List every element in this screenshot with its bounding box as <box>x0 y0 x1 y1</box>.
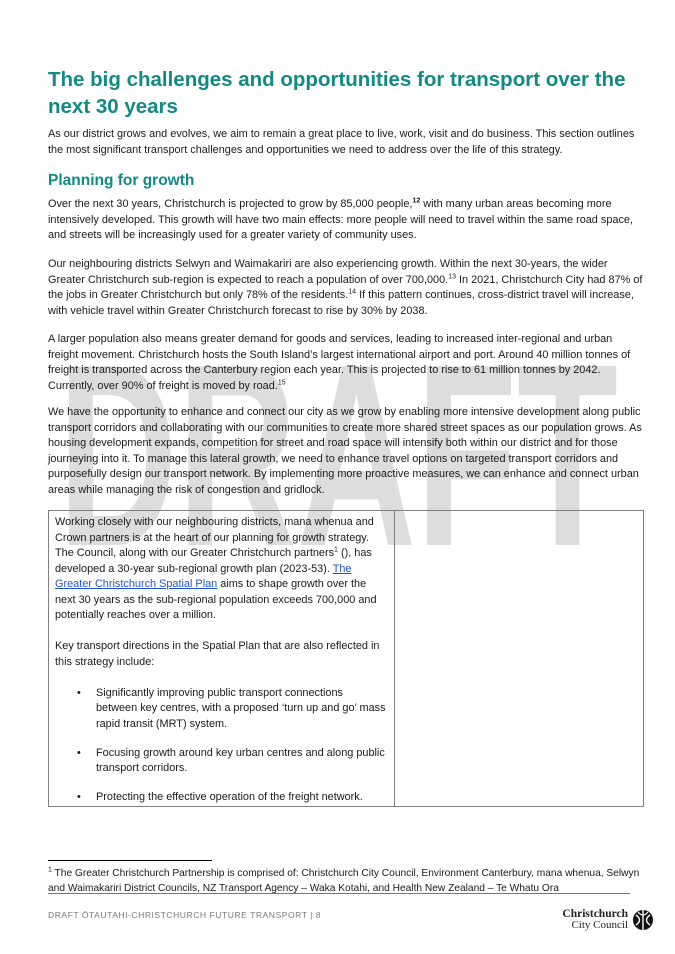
transport-directions-list <box>55 686 387 806</box>
para2-text-c: If this pattern continues, cross-district travel will increase, with vehicle travel within Greater Christchurch forecast to rise by 30% by 2038. <box>48 289 634 317</box>
growth-paragraph-2 <box>48 257 643 319</box>
footer-rule <box>48 893 630 894</box>
callout-paragraph-1 <box>55 515 387 624</box>
bullet-icon: • <box>77 746 81 759</box>
bullet-icon: • <box>77 686 81 699</box>
page-title: The big challenges and opportunities for transport over the next 30 years <box>48 68 626 118</box>
growth-paragraph-3 <box>48 332 643 394</box>
list-item <box>55 790 387 806</box>
footnote <box>48 867 643 896</box>
list-item-text: Protecting the effective operation of the freight network. <box>96 791 363 803</box>
draft-watermark-text: DRAFT <box>58 355 618 565</box>
callout-paragraph-2: Key transport directions in the Spatial Plan that are also reflected in this strategy include: <box>55 640 380 668</box>
footnote-ref-15[interactable]: 15 <box>277 379 286 387</box>
bullet-icon: • <box>77 791 81 803</box>
footnote-ref-13[interactable]: 13 <box>448 272 456 280</box>
para3-text: A larger population also means greater demand for goods and services, leading to increased inter-regional and urban freight movement. Christchurch hosts the South Island’s largest international airport and port. Around 40 million tonnes of freight is transported across the Canterbury region each year. This is projected to rise to 61 million tonnes by 2042. Currently, over 90% of freight is moved by road. <box>48 333 631 392</box>
list-item-text: Significantly improving public transport connections between key centres, with a proposed ‘turn up and go’ mass rapid transit (MRT) system. <box>96 686 386 730</box>
growth-paragraph-1 <box>48 197 643 244</box>
council-emblem-icon <box>632 909 654 931</box>
list-item <box>55 746 387 777</box>
section-title: Planning for growth <box>48 172 195 189</box>
table-column-divider <box>394 511 395 806</box>
footnote-ref-14[interactable]: 14 <box>348 288 357 296</box>
growth-paragraph-4: We have the opportunity to enhance and connect our city as we grow by enabling more intensive development along public transport corridors and collaborating with our communities to create more shared street spaces as our population grows. As housing development expands, competition for street and road space will intensify both within our district and for those journeying into it. To manage this lateral growth, we need to enhance travel options on targeted transport corridors and purposefully design our transport network. By implementing more proactive measures, we can enhance and connect urban areas while managing the risk of congestion and gridlock. <box>48 406 642 496</box>
spatial-plan-callout-table <box>48 510 644 807</box>
list-item <box>55 686 387 733</box>
footnote-ref-12[interactable]: 12 <box>412 197 421 205</box>
logo-text-line-1: Christchurch <box>562 908 628 920</box>
footnote-separator <box>48 860 212 861</box>
para2-text-a: Our neighbouring districts Selwyn and Waimakariri are also experiencing growth. Within the next 30-years, the wider Greater Christchurch sub-region is expected to reach a population of over 700,000. <box>48 258 608 286</box>
footnote-ref-1[interactable]: 1 <box>334 546 338 554</box>
callout-cell <box>55 515 387 819</box>
logo-text-line-2: City Council <box>571 919 628 931</box>
para1-text-b: with many urban areas becoming more intensively developed. This growth will have two main effects: more people will need to travel within the same road space, and streets will be increasingly used for a greater variety of community uses. <box>48 198 633 242</box>
intro-paragraph: As our district grows and evolves, we aim to remain a great place to live, work, visit and do business. This section outlines the most significant transport challenges and opportunities we need to address over the life of this strategy. <box>48 128 635 156</box>
spatial-plan-link[interactable]: The Greater Christchurch Spatial Plan <box>55 562 352 590</box>
para2-text-b: In 2021, Christchurch City had 87% of the jobs in Greater Christchurch but only 78% of the residents. <box>48 273 643 302</box>
footnote-number: 1 <box>48 866 52 874</box>
para1-text-a: Over the next 30 years, Christchurch is projected to grow by 85,000 people, <box>48 198 413 210</box>
callout-text-a: Working closely with our neighbouring districts, mana whenua and Crown partners is at the heart of our planning for growth strategy. The Council, along with our Greater Christchurch partners <box>55 516 374 559</box>
footer-label: DRAFT ŌTAUTAHI-CHRISTCHURCH FUTURE TRANSPORT | 8 <box>48 910 322 920</box>
list-item-text: Focusing growth around key urban centres and along public transport corridors. <box>96 746 385 774</box>
council-logo <box>534 908 654 934</box>
callout-text-b: (), has developed a 30-year sub-regional growth plan (2023-53). <box>55 547 372 575</box>
callout-text-c: aims to shape growth over the next 30 years as the sub-regional population exceeds 700,000 and potentially reaches over a million. <box>55 578 377 621</box>
footnote-text: The Greater Christchurch Partnership is comprised of: Christchurch City Council, Environment Canterbury, mana whenua, Selwyn and Waimakariri District Councils, NZ Transport Agency – Waka Kotahi, and Health New Zealand – Te Whatu Ora <box>48 868 640 894</box>
